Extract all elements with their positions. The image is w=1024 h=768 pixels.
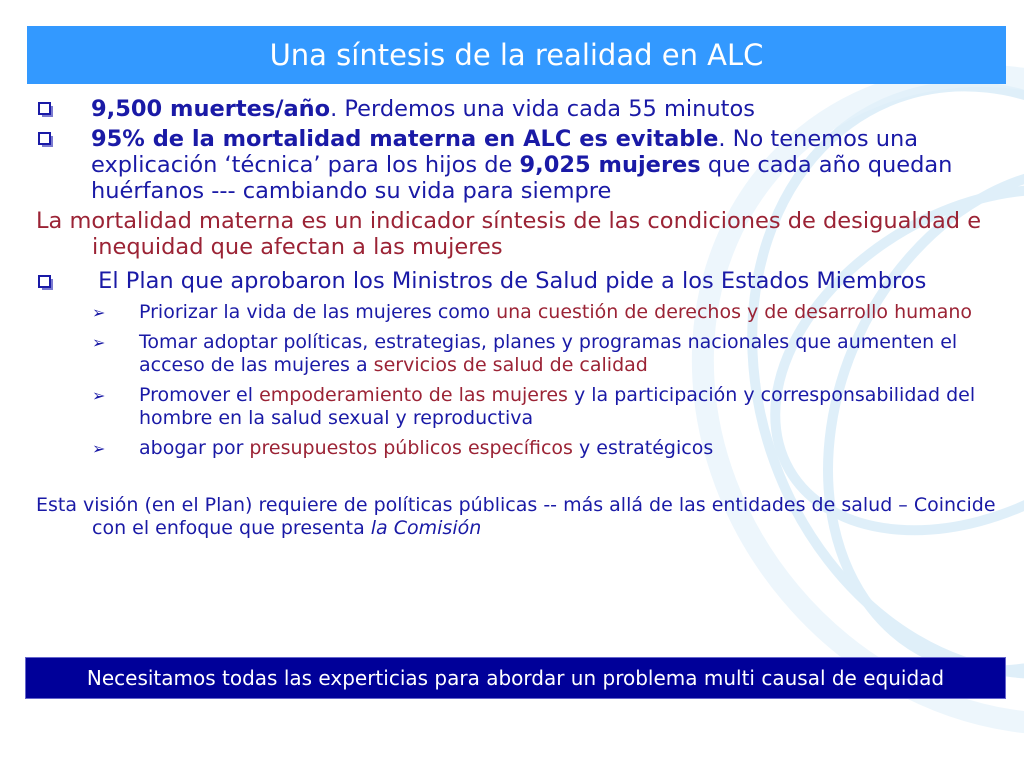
vision-text: Esta visión (en el Plan) requiere de políticas públicas -- más allá de las entidades de salud – Coincide con el enfoque que presenta [36,494,996,539]
sub-bullet-highlight: una cuestión de derechos y de desarrollo humano [496,301,972,323]
sub-bullet-text: y estratégicos [572,437,714,459]
bullet-item [36,96,996,122]
sub-bullet-text: Tomar adoptar políticas, estrategias, planes y programas nacionales que aumenten el acceso de las mujeres a [139,331,958,376]
vision-italic: la Comisión [370,517,482,539]
bullet-bold: 9,500 muertes/año [91,96,331,122]
square-checkbox-icon [36,132,54,146]
sub-bullet-item [92,331,996,377]
bullet-item [36,266,996,297]
bullet-text: que cada año quedan huérfanos --- cambiando su vida para siempre [91,152,953,204]
square-checkbox-icon [36,275,54,289]
footer-text: Necesitamos todas las experticias para abordar un problema multi causal de equidad [86,666,945,690]
sub-bullet-item [92,384,996,430]
bullet-text: . Perdemos una vida cada 55 minutos [330,96,755,122]
sub-bullet-item [92,301,996,324]
bullet-bold: 9,025 mujeres [519,152,701,178]
bullet-text: El Plan que aprobaron los Ministros de Salud pide a los Estados Miembros [91,268,927,294]
sub-bullet-highlight: presupuestos públicos específicos [249,437,573,459]
sub-bullet-highlight: servicios de salud de calidad [373,354,648,376]
sub-bullet-text: Priorizar la vida de las mujeres como [139,301,497,323]
arrow-right-icon: ➢ [92,303,106,322]
bullet-text: . No tenemos una explicación ‘técnica’ para los hijos de [91,126,919,178]
slide-content [36,96,996,540]
arrow-right-icon: ➢ [92,439,106,458]
title-text: Una síntesis de la realidad en ALC [269,38,764,72]
sub-bullet-text: y la participación y corresponsabilidad del hombre en la salud sexual y reproductiva [139,384,976,429]
statement: La mortalidad materna es un indicador síntesis de las condiciones de desigualdad e inequidad que afectan a las mujeres [36,208,982,260]
sub-bullet-text: abogar por [139,437,250,459]
arrow-right-icon: ➢ [92,386,106,405]
sub-bullet-item [92,437,996,460]
sub-bullet-text: Promover el [139,384,260,406]
sub-bullet-highlight: empoderamiento de las mujeres [259,384,568,406]
footer-banner [25,657,1006,699]
square-checkbox-icon [36,102,54,116]
vision-paragraph [36,494,996,540]
bullet-bold: 95% de la mortalidad materna en ALC es evitable [91,126,719,152]
slide-title [27,26,1006,84]
bullet-item [36,126,996,204]
arrow-right-icon: ➢ [92,333,106,352]
